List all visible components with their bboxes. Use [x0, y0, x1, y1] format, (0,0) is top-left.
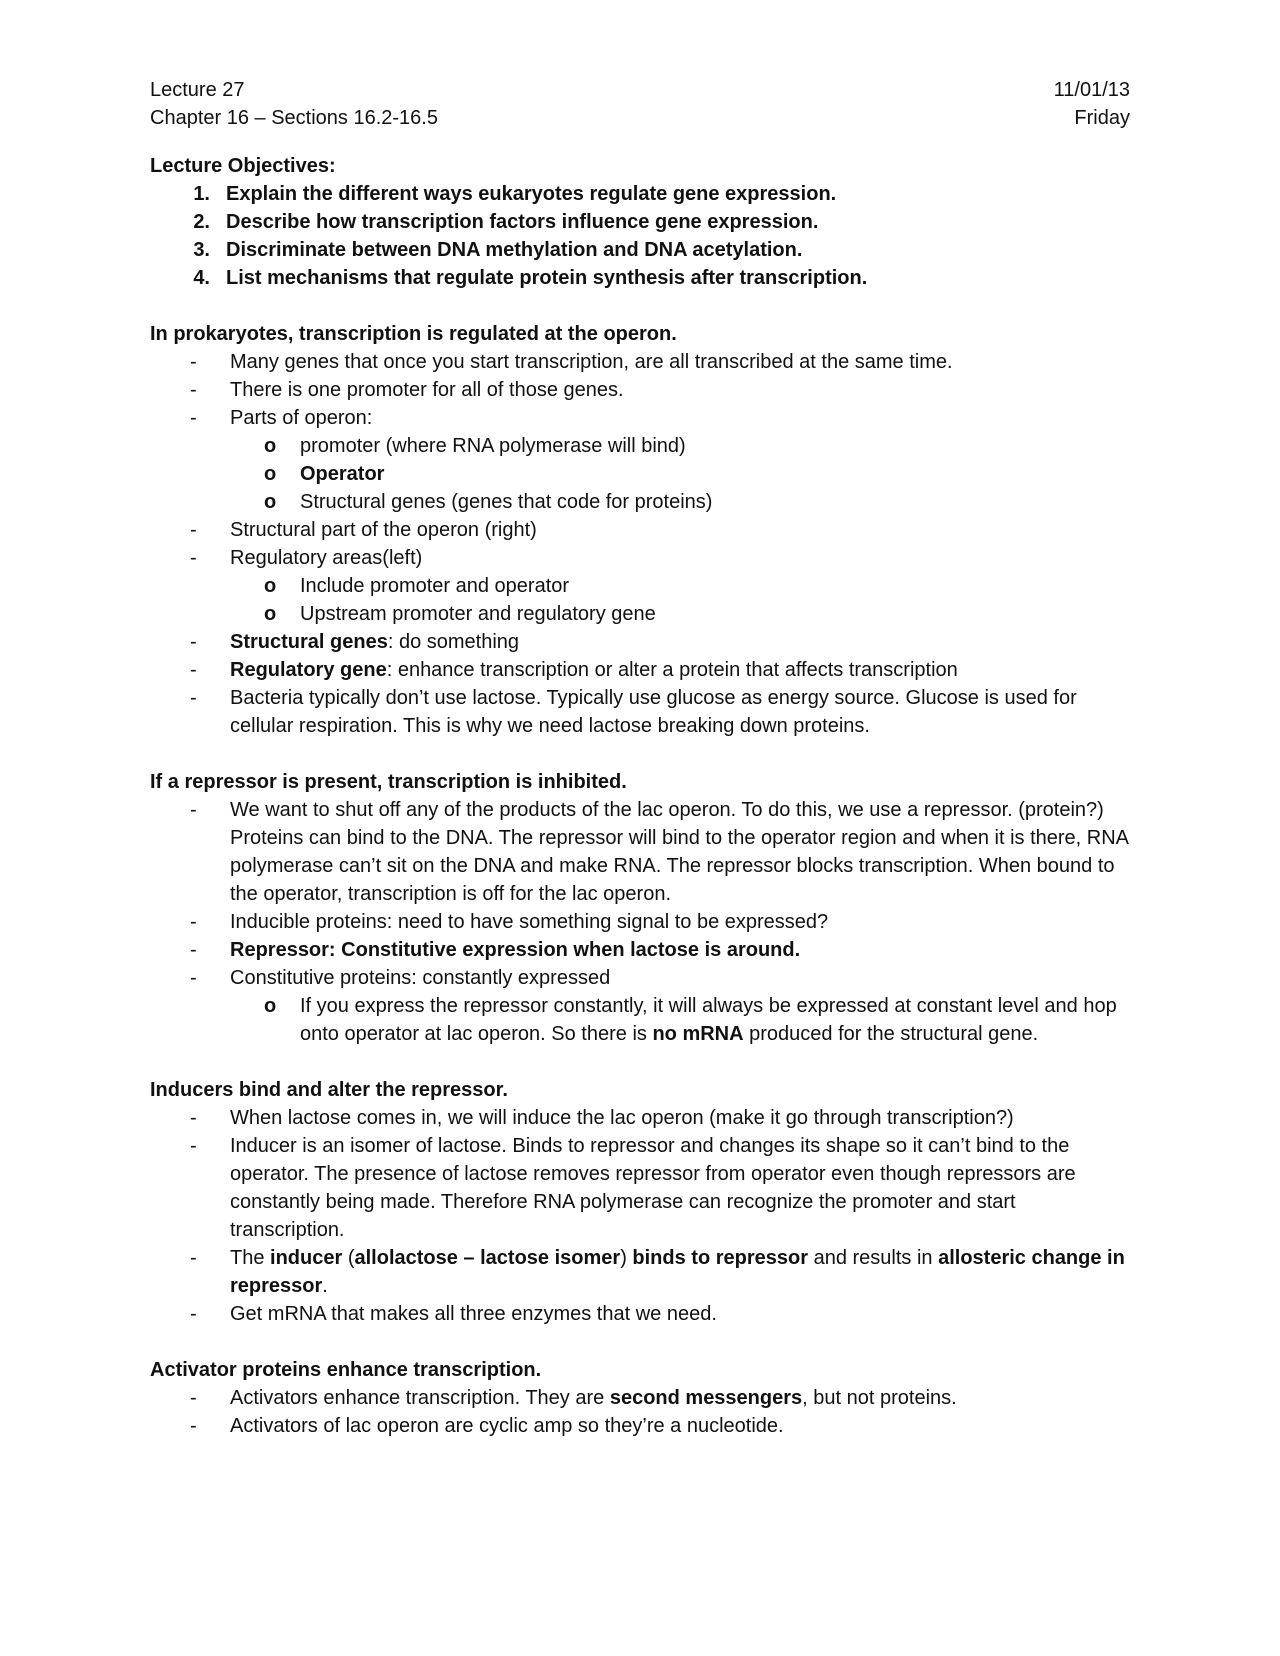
dash-bullet: -	[190, 519, 197, 541]
term-bold: Regulatory gene	[230, 659, 387, 681]
text-run: (	[342, 1247, 355, 1269]
dash-bullet: -	[190, 1107, 197, 1129]
emphasis-bold: allosteric change in repressor	[230, 1247, 1125, 1297]
list-item-text	[230, 628, 1130, 656]
list-item-text: Repressor: Constitutive expression when lactose is around.	[230, 939, 801, 961]
chapter-sections: Chapter 16 – Sections 16.2-16.5	[150, 107, 438, 129]
list-item	[150, 544, 1130, 572]
text-run: Activators enhance transcription. They are	[230, 1387, 610, 1409]
sub-list-item	[150, 600, 1130, 628]
term-definition: : do something	[387, 631, 520, 653]
objective-item	[150, 236, 1130, 264]
dash-bullet: -	[190, 799, 197, 821]
objective-item	[150, 264, 1130, 292]
list-item	[150, 796, 1130, 908]
list-item-text: There is one promoter for all of those genes.	[230, 379, 624, 401]
dash-bullet: -	[190, 1135, 197, 1157]
list-item-text: Constitutive proteins: constantly expressed	[230, 967, 611, 989]
spacer	[150, 292, 1130, 320]
spacer	[150, 1328, 1130, 1356]
dash-bullet: -	[190, 687, 197, 709]
list-item-text: Bacteria typically don’t use lactose. Typically use glucose as energy source. Glucose is used for cellular respiration. This is why we need lactose breaking down proteins.	[230, 687, 1077, 737]
list-item	[150, 964, 1130, 992]
emphasis-bold: no mRNA	[652, 1023, 744, 1045]
objective-text: Explain the different ways eukaryotes regulate gene expression.	[226, 183, 837, 205]
sub-item-text: Include promoter and operator	[300, 575, 570, 597]
objective-text: List mechanisms that regulate protein synthesis after transcription.	[226, 267, 868, 289]
prokaryotes-list	[150, 348, 1130, 740]
list-item	[150, 684, 1130, 740]
list-item-text: Inducer is an isomer of lactose. Binds to repressor and changes its shape so it can’t bind to the operator. The presence of lactose removes repressor from operator even though repressors are constantly being made. Therefore RNA polymerase can recognize the promoter and start transcription.	[230, 1135, 1076, 1241]
text-run: .	[322, 1275, 328, 1297]
dash-bullet: -	[190, 1387, 197, 1409]
dash-bullet: -	[190, 407, 197, 429]
list-item	[150, 376, 1130, 404]
emphasis-bold: binds to repressor	[632, 1247, 809, 1269]
list-item-text: When lactose comes in, we will induce the lac operon (make it go through transcription?)	[230, 1107, 1014, 1129]
list-item-text: Activators of lac operon are cyclic amp so they’re a nucleotide.	[230, 1415, 784, 1437]
emphasis-bold: second messengers	[609, 1387, 803, 1409]
term-bold: Structural genes	[230, 631, 388, 653]
list-item	[150, 1384, 1130, 1412]
text-run: and results in	[808, 1247, 939, 1269]
list-item-text: Inducible proteins: need to have something signal to be expressed?	[230, 911, 829, 933]
activators-list	[150, 1384, 1130, 1440]
inducers-list	[150, 1104, 1130, 1328]
circle-bullet: o	[264, 603, 277, 625]
dash-bullet: -	[190, 967, 197, 989]
dash-bullet: -	[190, 547, 197, 569]
text-run: )	[620, 1247, 633, 1269]
list-item	[150, 1104, 1130, 1132]
sub-item-text	[300, 992, 1130, 1048]
list-number: 2.	[193, 211, 210, 233]
list-item	[150, 1412, 1130, 1440]
emphasis-bold: inducer	[270, 1247, 343, 1269]
list-item	[150, 1132, 1130, 1244]
lecture-date: 11/01/13	[1053, 79, 1130, 101]
list-item-text: Many genes that once you start transcription, are all transcribed at the same time.	[230, 351, 953, 373]
list-item-text	[230, 656, 1130, 684]
objective-text: Describe how transcription factors influence gene expression.	[226, 211, 819, 233]
circle-bullet: o	[264, 995, 277, 1017]
dash-bullet: -	[190, 1303, 197, 1325]
emphasis-bold: allolactose – lactose isomer	[354, 1247, 621, 1269]
sub-list-item	[150, 572, 1130, 600]
list-item	[150, 1300, 1130, 1328]
circle-bullet: o	[264, 435, 277, 457]
sub-item-text: Structural genes (genes that code for proteins)	[300, 491, 713, 513]
spacer	[150, 1048, 1130, 1076]
sub-list-item	[150, 460, 1130, 488]
list-item	[150, 516, 1130, 544]
list-item-text: Get mRNA that makes all three enzymes that we need.	[230, 1303, 717, 1325]
section-title-repressor: If a repressor is present, transcription is inhibited.	[150, 771, 627, 793]
objective-item	[150, 208, 1130, 236]
sub-item-text: Upstream promoter and regulatory gene	[300, 603, 656, 625]
dash-bullet: -	[190, 911, 197, 933]
dash-bullet: -	[190, 379, 197, 401]
list-number: 4.	[193, 267, 210, 289]
sub-item-text: Operator	[300, 463, 385, 485]
list-item	[150, 404, 1130, 432]
list-item	[150, 628, 1130, 656]
dash-bullet: -	[190, 939, 197, 961]
repressor-list	[150, 796, 1130, 1048]
list-item	[150, 936, 1130, 964]
term-definition: : enhance transcription or alter a protein that affects transcription	[386, 659, 958, 681]
header-right	[1054, 76, 1130, 132]
dash-bullet: -	[190, 1415, 197, 1437]
list-number: 1.	[193, 183, 210, 205]
list-item-text	[230, 1384, 1130, 1412]
text-run: , but not proteins.	[802, 1387, 957, 1409]
spacer	[150, 740, 1130, 768]
dash-bullet: -	[190, 659, 197, 681]
list-item	[150, 1244, 1130, 1300]
objectives-title: Lecture Objectives:	[150, 155, 336, 177]
list-item-text	[230, 1244, 1130, 1300]
section-title-inducers: Inducers bind and alter the repressor.	[150, 1079, 508, 1101]
page-header	[150, 76, 1130, 132]
list-item-text: Regulatory areas(left)	[230, 547, 423, 569]
list-item	[150, 908, 1130, 936]
document-content	[150, 76, 1130, 1440]
circle-bullet: o	[264, 463, 277, 485]
circle-bullet: o	[264, 575, 277, 597]
text-run: If you express the repressor constantly, it will always be expressed at constant level and hop onto operator at lac operon. So there is	[300, 995, 1117, 1045]
sub-list-item	[150, 992, 1130, 1048]
objectives-list	[150, 180, 1130, 292]
list-number: 3.	[193, 239, 210, 261]
sub-item-text: promoter (where RNA polymerase will bind)	[300, 435, 686, 457]
sub-list-item	[150, 488, 1130, 516]
header-left	[150, 76, 438, 132]
text-run: The	[230, 1247, 271, 1269]
objective-item	[150, 180, 1130, 208]
circle-bullet: o	[264, 491, 277, 513]
list-item-text: We want to shut off any of the products of the lac operon. To do this, we use a repressor. (protein?) Proteins can bind to the DNA. The repressor will bind to the operator region and when it is there, RNA polymerase can’t sit on the DNA and make RNA. The repressor blocks transcription. When bound to the operator, transcription is off for the lac operon.	[230, 799, 1128, 905]
objective-text: Discriminate between DNA methylation and DNA acetylation.	[226, 239, 803, 261]
text-run: produced for the structural gene.	[743, 1023, 1039, 1045]
sub-list-item	[150, 432, 1130, 460]
list-item	[150, 348, 1130, 376]
list-item-text: Parts of operon:	[230, 407, 373, 429]
list-item	[150, 656, 1130, 684]
dash-bullet: -	[190, 351, 197, 373]
section-title-prokaryotes: In prokaryotes, transcription is regulated at the operon.	[150, 323, 677, 345]
section-title-activators: Activator proteins enhance transcription.	[150, 1359, 542, 1381]
dash-bullet: -	[190, 1247, 197, 1269]
dash-bullet: -	[190, 631, 197, 653]
lecture-day: Friday	[1074, 107, 1130, 129]
list-item-text: Structural part of the operon (right)	[230, 519, 537, 541]
lecture-number: Lecture 27	[150, 79, 245, 101]
